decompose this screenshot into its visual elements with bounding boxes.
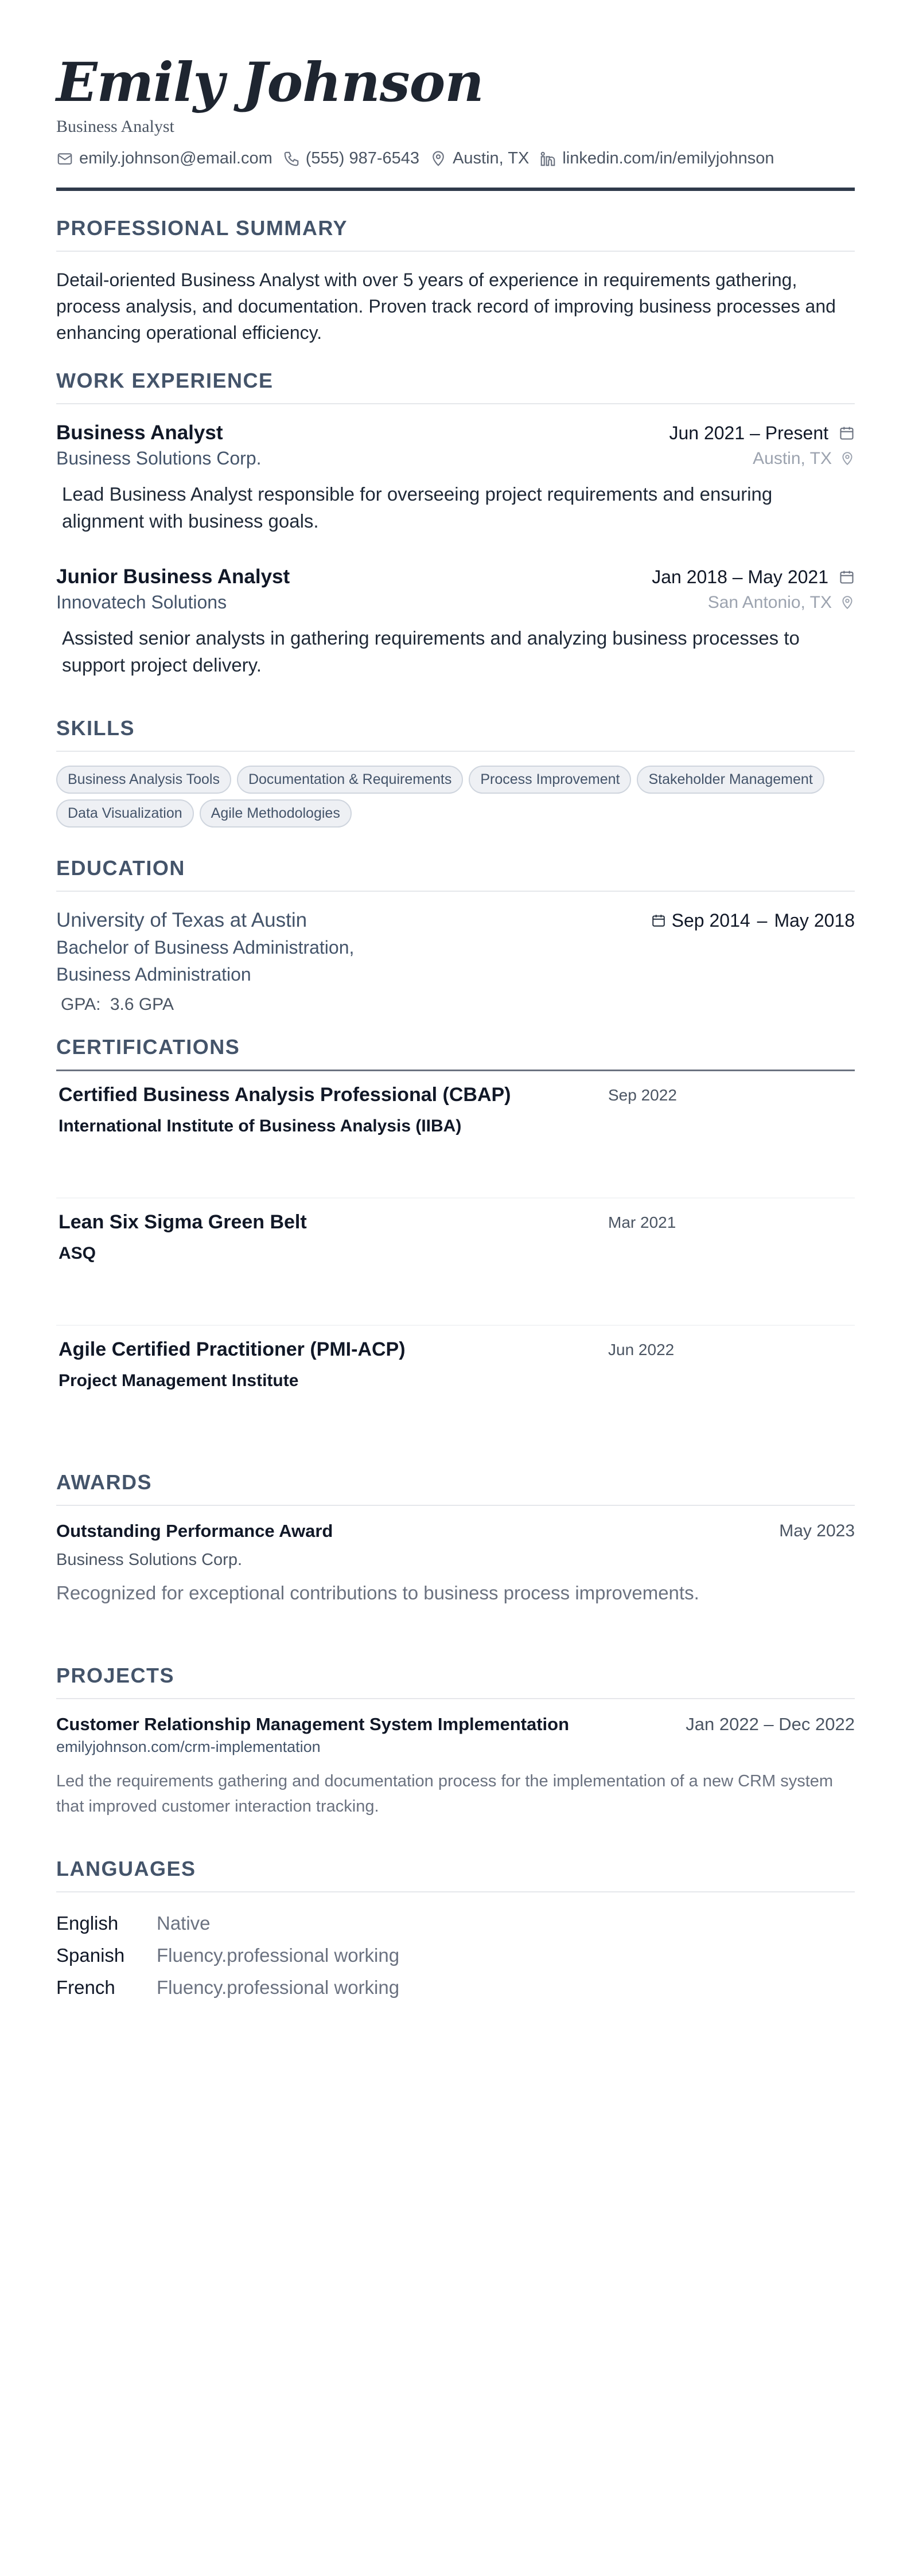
skill-tag: Process Improvement bbox=[469, 766, 631, 794]
header-divider bbox=[56, 188, 855, 191]
mail-icon bbox=[56, 150, 73, 167]
certification-name: Lean Six Sigma Green Belt bbox=[59, 1211, 307, 1233]
job-entry bbox=[56, 421, 855, 534]
project-entry bbox=[56, 1714, 855, 1819]
contact-phone[interactable] bbox=[283, 149, 419, 168]
certification-date: Jun 2022 bbox=[608, 1341, 675, 1359]
degree bbox=[56, 934, 855, 988]
job-company: Innovatech Solutions bbox=[56, 592, 227, 612]
project-link[interactable]: emilyjohnson.com/crm-implementation bbox=[56, 1738, 321, 1755]
language-name: Spanish bbox=[56, 1945, 125, 1966]
language-list bbox=[56, 1907, 855, 2004]
section-title-skills: SKILLS bbox=[56, 716, 135, 740]
job-location bbox=[753, 449, 855, 469]
location-text: Austin, TX bbox=[453, 149, 530, 167]
language-level: Fluency.professional working bbox=[157, 1977, 400, 1998]
languages-section bbox=[56, 1857, 855, 2004]
section-title-work: WORK EXPERIENCE bbox=[56, 369, 274, 392]
gpa-label: GPA: bbox=[61, 995, 101, 1014]
section-divider bbox=[56, 891, 855, 892]
contact-email[interactable] bbox=[56, 149, 272, 168]
skill-tag: Agile Methodologies bbox=[200, 799, 352, 828]
language-level: Native bbox=[157, 1913, 211, 1934]
phone-text: (555) 987-6543 bbox=[305, 149, 420, 167]
section-title-languages: LANGUAGES bbox=[56, 1857, 196, 1880]
job-date bbox=[669, 423, 855, 444]
linkedin-icon bbox=[539, 150, 556, 167]
gpa-value: 3.6 GPA bbox=[110, 995, 174, 1014]
certification-issuer: Project Management Institute bbox=[59, 1371, 299, 1390]
language-row bbox=[56, 1939, 855, 1972]
section-divider bbox=[56, 1698, 855, 1699]
awards-section bbox=[56, 1470, 855, 1604]
candidate-name: Emily Johnson bbox=[56, 51, 484, 114]
education-date-separator: – bbox=[757, 910, 768, 931]
project-description: Led the requirements gathering and documentation process for the implementation of a new CRM system that improved customer interaction tracking. bbox=[56, 1772, 834, 1816]
candidate-role: Business Analyst bbox=[56, 117, 174, 136]
job-location-text: San Antonio, TX bbox=[707, 592, 832, 612]
skill-list bbox=[56, 766, 859, 828]
map-pin-icon bbox=[430, 150, 447, 167]
section-divider bbox=[56, 1891, 855, 1892]
section-title-education: EDUCATION bbox=[56, 856, 185, 880]
school-name: University of Texas at Austin bbox=[56, 909, 307, 931]
skill-tag: Data Visualization bbox=[56, 799, 194, 828]
resume-header bbox=[56, 50, 855, 191]
linkedin-text: linkedin.com/in/emilyjohnson bbox=[562, 149, 774, 167]
certification-entry bbox=[56, 1071, 855, 1199]
project-title: Customer Relationship Management System Implementation bbox=[56, 1714, 570, 1734]
job-description: Assisted senior analysts in gathering requirements and analyzing business processes to support project delivery. bbox=[62, 627, 800, 676]
section-title-awards: AWARDS bbox=[56, 1470, 153, 1494]
gpa bbox=[56, 995, 855, 1014]
degree-line: Bachelor of Business Administration, bbox=[56, 937, 355, 958]
job-date-text: Jan 2018 – May 2021 bbox=[652, 566, 828, 587]
education-date-end: May 2018 bbox=[774, 910, 855, 931]
projects-section bbox=[56, 1664, 855, 1819]
section-divider bbox=[56, 751, 855, 752]
summary-text: Detail-oriented Business Analyst with over 5 years of experience in requirements gathering, process analysis, and documentation. Proven track record of improving business processes and enhancing operational efficiency. bbox=[56, 270, 836, 343]
job-description: Lead Business Analyst responsible for overseeing project requirements and ensuring alignment with business goals. bbox=[62, 483, 773, 532]
job-date-text: Jun 2021 – Present bbox=[669, 422, 828, 443]
certifications-section bbox=[56, 1035, 855, 1453]
section-divider bbox=[56, 1505, 855, 1506]
award-entry bbox=[56, 1521, 855, 1604]
award-date: May 2023 bbox=[779, 1521, 855, 1540]
skill-tag: Documentation & Requirements bbox=[237, 766, 463, 794]
phone-icon bbox=[283, 150, 300, 167]
education-entry bbox=[56, 909, 855, 1014]
calendar-icon bbox=[651, 913, 666, 928]
award-description: Recognized for exceptional contributions to business process improvements. bbox=[56, 1582, 699, 1603]
work-experience-section bbox=[56, 369, 855, 678]
job-title: Business Analyst bbox=[56, 421, 223, 444]
section-title-certifications: CERTIFICATIONS bbox=[56, 1035, 240, 1059]
job-location bbox=[708, 593, 855, 612]
job-location-text: Austin, TX bbox=[753, 448, 832, 468]
job-title: Junior Business Analyst bbox=[56, 565, 290, 588]
calendar-icon bbox=[839, 425, 855, 441]
contact-bar bbox=[56, 149, 855, 168]
contact-linkedin[interactable] bbox=[539, 149, 774, 168]
calendar-icon bbox=[839, 569, 855, 585]
language-level: Fluency.professional working bbox=[157, 1945, 400, 1966]
map-pin-icon bbox=[840, 451, 855, 466]
language-name: English bbox=[56, 1913, 119, 1934]
education-date-start: Sep 2014 bbox=[671, 910, 750, 931]
language-name: French bbox=[56, 1977, 115, 1998]
job-company: Business Solutions Corp. bbox=[56, 448, 262, 469]
contact-location bbox=[430, 149, 529, 168]
language-row bbox=[56, 1972, 855, 2004]
skills-section bbox=[56, 716, 855, 828]
certification-date: Sep 2022 bbox=[608, 1086, 677, 1104]
section-divider bbox=[56, 251, 855, 252]
map-pin-icon bbox=[840, 595, 855, 610]
degree-line: Business Administration bbox=[56, 964, 251, 985]
certification-issuer: International Institute of Business Analysis (IIBA) bbox=[59, 1117, 462, 1135]
certification-entry bbox=[56, 1326, 855, 1453]
email-text: emily.johnson@email.com bbox=[79, 149, 272, 167]
skill-tag: Business Analysis Tools bbox=[56, 766, 231, 794]
award-issuer: Business Solutions Corp. bbox=[56, 1551, 242, 1569]
certification-entry bbox=[56, 1199, 855, 1326]
job-date bbox=[652, 567, 855, 588]
summary-section bbox=[56, 216, 855, 346]
certification-date: Mar 2021 bbox=[608, 1213, 676, 1231]
section-title-summary: PROFESSIONAL SUMMARY bbox=[56, 216, 348, 240]
language-row bbox=[56, 1907, 855, 1939]
skill-tag: Stakeholder Management bbox=[637, 766, 824, 794]
certification-name: Certified Business Analysis Professional (CBAP) bbox=[59, 1084, 511, 1106]
section-divider bbox=[56, 403, 855, 404]
section-title-projects: PROJECTS bbox=[56, 1664, 175, 1687]
certification-name: Agile Certified Practitioner (PMI-ACP) bbox=[59, 1338, 406, 1360]
education-date bbox=[651, 910, 855, 931]
education-section bbox=[56, 856, 855, 1014]
project-date: Jan 2022 – Dec 2022 bbox=[686, 1714, 855, 1734]
job-entry bbox=[56, 565, 855, 678]
certification-issuer: ASQ bbox=[59, 1244, 96, 1263]
award-title: Outstanding Performance Award bbox=[56, 1521, 333, 1541]
